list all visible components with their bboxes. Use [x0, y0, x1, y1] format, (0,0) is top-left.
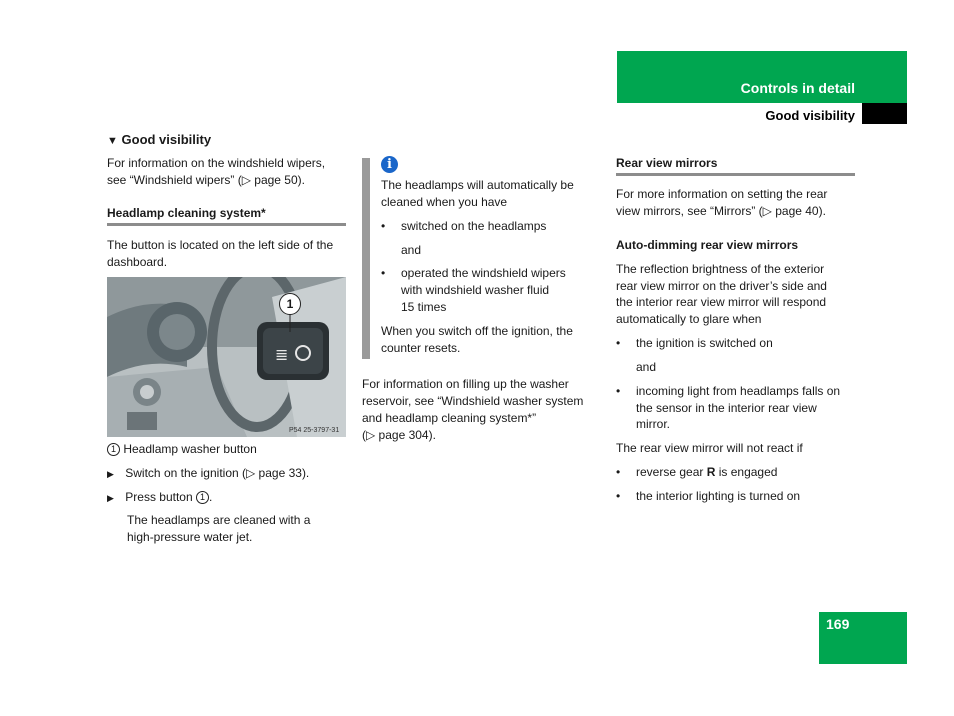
figure-callout-1: 1	[279, 293, 301, 315]
mirrors-bullet-2-line-1: incoming light from headlamps falls on	[636, 384, 841, 398]
step-1	[107, 465, 309, 483]
reverse-gear-symbol: R	[706, 465, 716, 479]
info-line-2: cleaned when you have	[381, 195, 508, 209]
mirrors-bullet-3	[616, 464, 620, 481]
info-sidebar	[362, 158, 370, 359]
step-1-text: Switch on the ignition (▷ page 33).	[125, 466, 310, 480]
chapter-title: Controls in detail	[740, 80, 855, 96]
triangle-down-icon: ▼	[107, 135, 118, 147]
info-end-line-1: When you switch off the ignition, the	[381, 324, 573, 338]
mirrors-and: and	[636, 360, 657, 374]
figure-code: P54 25-3797-31	[289, 427, 340, 434]
dashboard-illustration	[107, 277, 346, 437]
info-end-line-2: counter resets.	[381, 341, 461, 355]
info-bullet-2	[381, 265, 385, 282]
mirrors-bullet-4	[616, 488, 620, 505]
mirrors-p2-line-1: The reflection brightness of the exterior	[616, 262, 825, 276]
step-2-number: 1	[196, 491, 209, 504]
legend-text: Headlamp washer button	[123, 442, 257, 456]
reverse-gear-end: is engaged	[718, 465, 778, 479]
intro-line-2: see “Windshield wipers” (▷ page 50).	[107, 173, 305, 187]
info-line-1: The headlamps will automatically be	[381, 178, 574, 192]
info-and: and	[401, 243, 422, 257]
mirrors-p3: The rear view mirror will not react if	[616, 441, 803, 455]
reverse-gear-text: reverse gear	[636, 465, 704, 479]
step-2-text: Press button	[125, 490, 193, 504]
step-2	[107, 489, 212, 507]
step-arrow-icon: ▶	[107, 469, 114, 479]
step-arrow-icon: ▶	[107, 493, 114, 503]
headlamp-cleaning-heading: Headlamp cleaning system*	[107, 206, 266, 220]
section-heading-text: Good visibility	[121, 132, 212, 147]
mirrors-p1-line-1: For more information on setting the rear	[616, 187, 828, 201]
bullet-icon: •	[616, 336, 621, 350]
bullet-icon: •	[616, 489, 621, 503]
para-line-1: The button is located on the left side of the	[107, 238, 334, 252]
intro-line-1: For information on the windshield wipers,	[107, 156, 326, 170]
step-2-end: .	[208, 490, 213, 504]
header-black-tab	[862, 103, 907, 124]
mirrors-bullet-3-text	[636, 464, 777, 481]
bullet-icon: •	[381, 266, 386, 280]
bullet-icon: •	[616, 384, 621, 398]
info-bullet-2-line-1: operated the windshield wipers	[401, 266, 566, 280]
mirrors-p2-line-4: automatically to glare when	[616, 312, 762, 326]
mirrors-p2-line-2: rear view mirror on the driver’s side and	[616, 279, 827, 293]
mirrors-bullet-2-line-3: mirror.	[636, 417, 670, 431]
bullet-icon: •	[616, 465, 621, 479]
mirrors-p1-line-2: view mirrors, see “Mirrors” (▷ page 40).	[616, 204, 826, 218]
mirrors-bullet-2-line-2: the sensor in the interior rear view	[636, 401, 817, 415]
info-bullet-1-text: switched on the headlamps	[401, 219, 547, 233]
mirrors-bullet-4-text: the interior lighting is turned on	[636, 489, 801, 503]
heading-rule	[107, 223, 346, 226]
para-line-2: dashboard.	[107, 255, 168, 269]
page-number: 169	[826, 616, 850, 632]
mirrors-bullet-1-text: the ignition is switched on	[636, 336, 773, 350]
rear-view-mirrors-heading: Rear view mirrors	[616, 156, 718, 170]
info-bullet-2-line-3: 15 times	[401, 300, 447, 314]
bullet-icon: •	[381, 219, 386, 233]
section-heading	[107, 132, 211, 147]
washer-para-line-1: For information on filling up the washer	[362, 377, 569, 391]
svg-text:≣: ≣	[275, 345, 289, 364]
washer-para-line-2: reservoir, see “Windshield washer system	[362, 394, 584, 408]
heading-rule	[616, 173, 855, 176]
result-line-2: high-pressure water jet.	[127, 530, 253, 544]
mirrors-bullet-1	[616, 335, 620, 352]
mirrors-p2-line-3: the interior rear view mirror will respond	[616, 295, 827, 309]
info-bullet-2-line-2: with windshield washer fluid	[401, 283, 550, 297]
washer-para-line-3: and headlamp cleaning system*”	[362, 411, 537, 425]
auto-dimming-heading: Auto-dimming rear view mirrors	[616, 238, 799, 252]
legend-number: 1	[107, 443, 120, 456]
info-icon: i	[381, 156, 398, 173]
result-line-1: The headlamps are cleaned with a	[127, 513, 311, 527]
washer-para-line-4: (▷ page 304).	[362, 428, 436, 442]
info-bullet-1	[381, 218, 385, 235]
mirrors-bullet-2	[616, 383, 620, 400]
figure-legend	[107, 441, 257, 458]
section-title-header: Good visibility	[765, 108, 855, 123]
